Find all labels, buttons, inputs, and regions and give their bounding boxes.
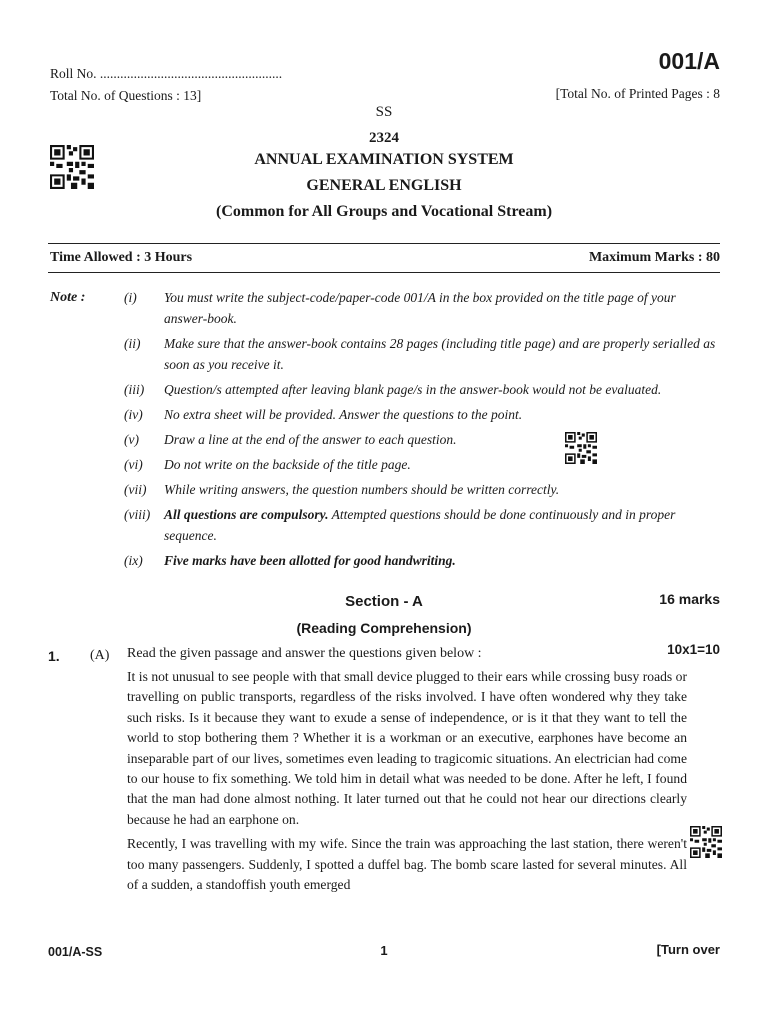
time-allowed: Time Allowed : 3 Hours (50, 250, 193, 265)
note-item (124, 504, 722, 546)
divider (48, 243, 720, 244)
note-text: Draw a line at the end of the answer to each question. (164, 432, 457, 447)
subject-title: GENERAL ENGLISH (306, 177, 462, 194)
note-number: (ix) (124, 553, 143, 568)
note-text: Do not write on the backside of the title page. (164, 457, 411, 472)
note-number: (viii) (124, 507, 151, 522)
note-text (164, 504, 722, 546)
note-text: Make sure that the answer-book contains 28 pages (including title page) and are properly serialled as soon as you receive it. (164, 336, 716, 372)
series: SS (375, 104, 393, 120)
reading-passage (127, 667, 687, 899)
note-number: (vii) (124, 482, 147, 497)
question-marks: 10x1=10 (667, 642, 720, 657)
note-item (124, 550, 722, 571)
notes-list (124, 287, 722, 575)
note-item (124, 454, 722, 475)
note-emphasis: All questions are compulsory. (164, 507, 329, 522)
note-text (164, 550, 722, 571)
note-item (124, 333, 722, 375)
note-number: (v) (124, 432, 139, 447)
note-number: (ii) (124, 336, 141, 351)
note-item (124, 479, 722, 500)
question-instruction: Read the given passage and answer the questions given below : (127, 646, 482, 661)
divider (48, 272, 720, 273)
question-part: (A) (90, 648, 110, 663)
note-item (124, 404, 722, 425)
passage-paragraph: Recently, I was travelling with my wife. Since the train was approaching the last station, there weren't too many passengers. Suddenly, I spotted a duffel bag. The bomb scare lasted for several minutes. All of a sudden, a standoffish youth emerged (127, 836, 687, 893)
total-pages: [Total No. of Printed Pages : 8 (555, 86, 720, 101)
stream-note: (Common for All Groups and Vocational Stream) (215, 203, 553, 220)
section-title: Section - A (345, 593, 423, 610)
paper-code: 001/A (658, 48, 720, 74)
footer-code: 001/A-SS (48, 945, 103, 959)
question-number: 1. (48, 648, 60, 664)
note-text-rest: Attempted questions should be done continuously and in proper sequence. (164, 507, 676, 543)
section-subtitle: (Reading Comprehension) (296, 620, 472, 636)
exam-system: ANNUAL EXAMINATION SYSTEM (254, 151, 514, 168)
turn-over: [Turn over (656, 942, 720, 957)
note-emphasis: Five marks have been allotted for good handwriting. (164, 553, 456, 568)
note-number: (vi) (124, 457, 143, 472)
roll-number-field: Roll No. ...................................................... (50, 66, 283, 81)
note-item (124, 429, 722, 450)
note-text: Question/s attempted after leaving blank page/s in the answer-book would not be evaluated. (164, 382, 662, 397)
note-text: No extra sheet will be provided. Answer the questions to the point. (164, 407, 523, 422)
note-number: (iv) (124, 407, 143, 422)
note-number: (iii) (124, 382, 145, 397)
note-item (124, 379, 722, 400)
note-text: You must write the subject-code/paper-code 001/A in the box provided on the title page of your answer-book. (164, 290, 676, 326)
maximum-marks: Maximum Marks : 80 (588, 250, 720, 265)
exam-year: 2324 (369, 130, 399, 146)
qr-code-icon (50, 145, 94, 189)
passage-paragraph: It is not unusual to see people with that small device plugged to their ears while crossing busy roads or travelling on public transports, regardless of the risks involved. I have often wondered why they take such risks. Is it because they want to exude a sense of independence, or is it that they want to tell the world to stop bothering them ? Whether it is a workman or an executive, earphones have become an inseparable part of our lives, sometimes even leading to tragicomic situations. An electrician had come to our house to fix something. We told him in detail what was needed to be done. After he left, I found that the man had done almost nothing. It later turned out that he could not hear our directions clearly because he had an earphone on. (127, 669, 687, 827)
note-item (124, 287, 722, 329)
note-text: While writing answers, the question numbers should be written correctly. (164, 482, 560, 497)
qr-code-icon (690, 826, 722, 858)
total-questions: Total No. of Questions : 13] (50, 88, 202, 103)
note-number: (i) (124, 290, 137, 305)
note-label: Note : (50, 290, 86, 305)
page-number: 1 (380, 943, 388, 958)
section-marks: 16 marks (659, 591, 720, 607)
